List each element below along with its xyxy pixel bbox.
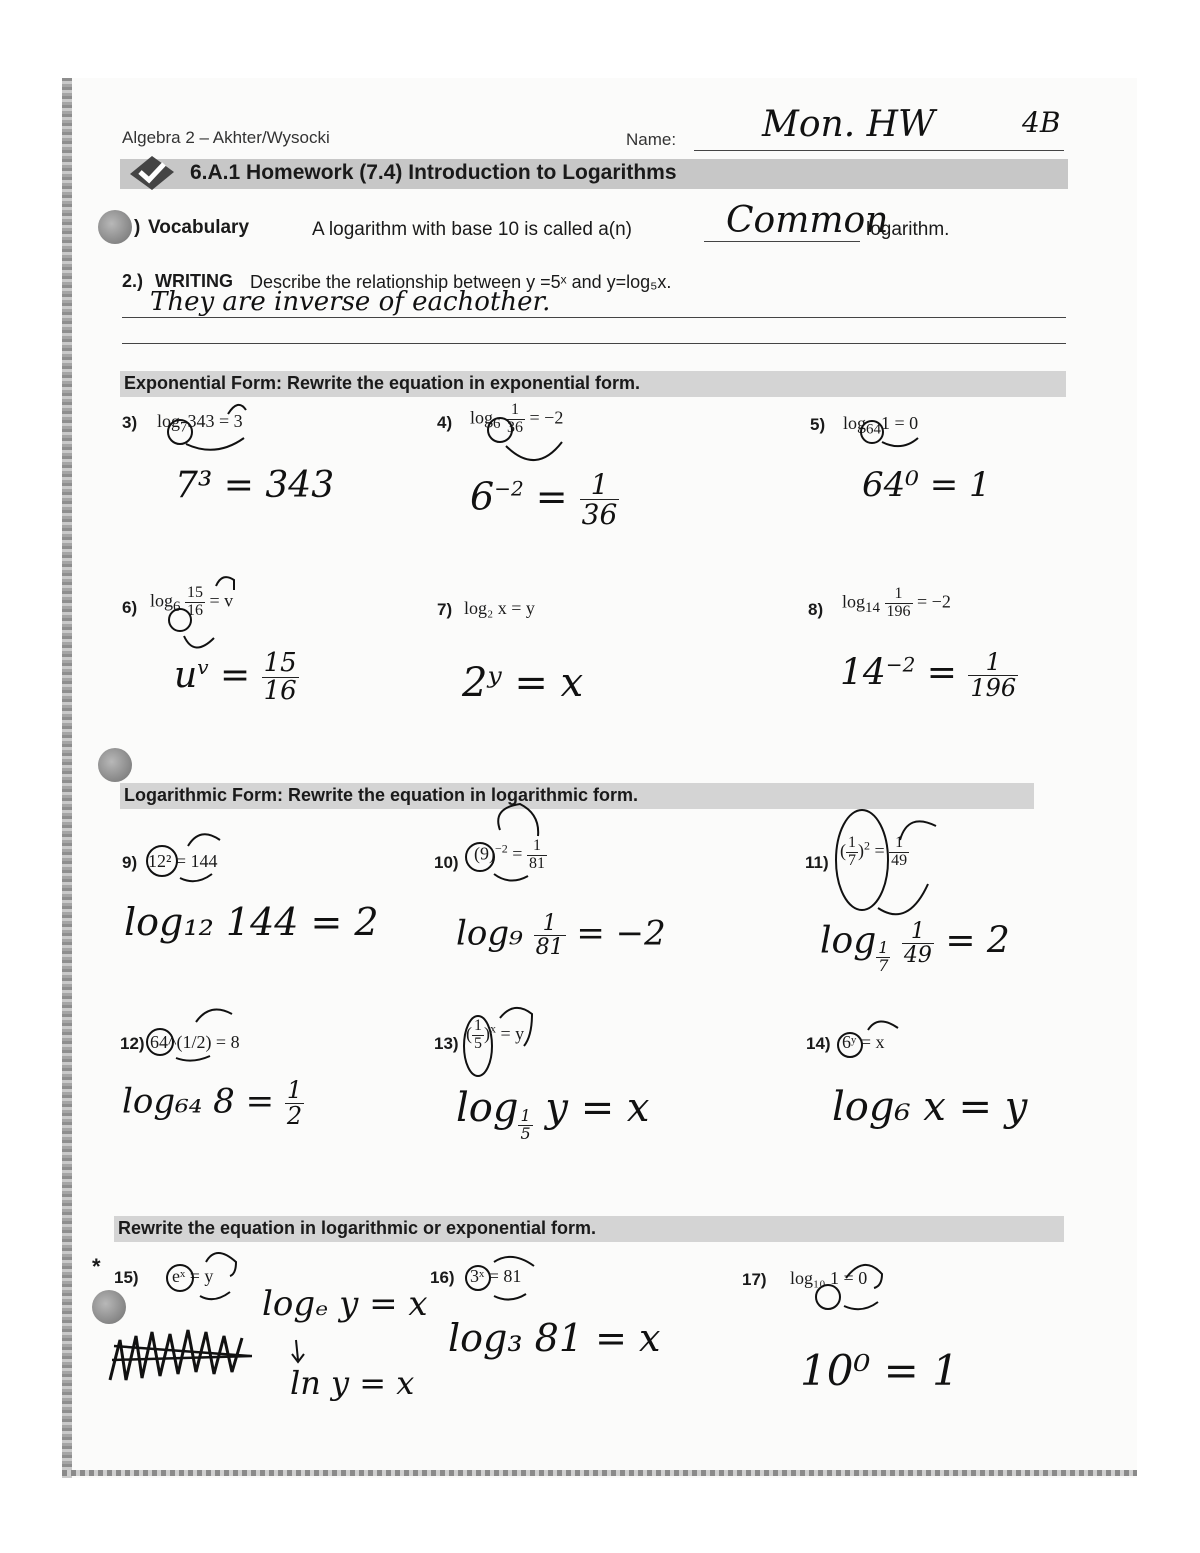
section-exp-heading: Exponential Form: Rewrite the equation in exponential form.	[124, 373, 641, 393]
item-10-answer: log₉ $\frac{1}{81}$ = −2	[456, 911, 666, 961]
item-12-answer: log₆₄ 8 = $\frac{1}{2}$	[122, 1076, 303, 1131]
q2-line-1	[122, 317, 1066, 318]
item-10-expression: $(9)^{-2}$ = $\frac{1}{81}$	[474, 837, 545, 872]
item-11-answer: log $\frac{1}{7}$ $\frac{1}{49}$ = 2	[820, 919, 1010, 975]
item-4-number: 4)	[437, 413, 453, 432]
item-5-number: 5)	[810, 415, 826, 434]
section-mixed-bar	[114, 1216, 1064, 1242]
item-13-answer: log $\frac{1}{5}$ y = x	[456, 1085, 650, 1143]
section-log-bar	[120, 783, 1034, 809]
q1-text-before: A logarithm with base 10 is called a(n)	[312, 219, 632, 240]
item-4-answer: $6^{-2}$ = $\frac{1}{36}$	[470, 468, 618, 532]
punch-hole-2	[98, 748, 132, 782]
item-4-expression: $\log_6$ $\frac{1}{36}$ = −2	[470, 401, 564, 436]
item-17-expression: log₁₀ 1 = 0	[790, 1268, 868, 1288]
item-11-number: 11)	[805, 853, 829, 872]
item-6-expression: $\log_6$ $\frac{15}{16}$ = v	[150, 584, 234, 619]
item-12-expression: 64^(1/2) = 8	[150, 1032, 240, 1052]
item-17-answer: 10⁰ = 1	[800, 1346, 959, 1395]
item-5-expression: $\log_{64}1 = 0$	[843, 413, 919, 438]
item-15-answer-ln: ln y = x	[290, 1364, 415, 1402]
q2-label: WRITING	[155, 271, 233, 291]
page-title: 6.A.1 Homework (7.4) Introduction to Logarithms	[190, 161, 677, 184]
q1-text-after: logarithm.	[866, 219, 950, 240]
item-16-number: 16)	[430, 1268, 455, 1287]
item-3-number: 3)	[122, 413, 138, 432]
item-13-number: 13)	[434, 1034, 459, 1053]
item-7-number: 7)	[437, 600, 453, 619]
item-15-number: 15)	[114, 1268, 139, 1287]
item-8-answer: $14^{-2}$ = $\frac{1}{196}$	[840, 648, 1017, 703]
item-9-answer: log₁₂ 144 = 2	[124, 900, 379, 944]
item-13-expression: ( $\frac{1}{5}$ )$^x$ = y	[466, 1017, 525, 1052]
q2-number: 2.)	[122, 271, 144, 291]
item-3-answer: 7³ = 343	[175, 465, 335, 506]
item-7-answer: 2ʸ = x	[462, 660, 584, 706]
item-9-number: 9)	[122, 853, 138, 872]
q2-prompt: Describe the relationship between y =5ˣ and y=log₅x.	[250, 272, 672, 292]
q2-line-2	[122, 343, 1066, 344]
punch-hole-3	[92, 1290, 126, 1324]
item-6-answer: $u^v$ = $\frac{15}{16}$	[174, 648, 297, 707]
q1-number: )	[134, 217, 141, 238]
course-label: Algebra 2 – Akhter/Wysocki	[122, 128, 330, 147]
name-line	[694, 150, 1064, 151]
section-mixed-heading: Rewrite the equation in logarithmic or exponential form.	[118, 1218, 597, 1238]
q1-answer-line	[704, 241, 860, 242]
name-handwritten: Mon. HW	[762, 104, 936, 145]
q2-answer: They are inverse of eachother.	[150, 287, 551, 317]
item-9-expression: 12² = 144	[148, 851, 218, 871]
section-log-heading: Logarithmic Form: Rewrite the equation in logarithmic form.	[124, 785, 639, 805]
item-5-answer: 64⁰ = 1	[862, 465, 991, 505]
item-17-number: 17)	[742, 1270, 767, 1289]
punch-hole-1	[98, 210, 132, 244]
item-11-expression: ( $\frac{1}{7}$ )$^2$ = $\frac{1}{49}$	[840, 834, 908, 869]
star-mark: *	[92, 1254, 101, 1279]
item-16-answer: log₃ 81 = x	[448, 1316, 661, 1360]
item-15-expression: eˣ = y	[172, 1266, 214, 1286]
item-6-number: 6)	[122, 598, 138, 617]
item-15-answer: logₑ y = x	[262, 1284, 428, 1324]
item-7-expression: log₂ x = y	[464, 598, 535, 618]
item-14-answer: log₆ x = y	[832, 1084, 1028, 1130]
item-12-number: 12)	[120, 1034, 145, 1053]
item-8-expression: $\log_{14}$ $\frac{1}{196}$ = −2	[842, 585, 951, 620]
section-exp-bar	[120, 371, 1066, 397]
item-3-expression: $\log_7343 = 3$	[157, 411, 243, 436]
name-label: Name:	[626, 130, 677, 149]
q1-answer: Common	[726, 200, 889, 241]
item-8-number: 8)	[808, 600, 824, 619]
item-16-expression: 3ˣ = 81	[470, 1266, 522, 1286]
paper-bottom-edge	[62, 1470, 1137, 1476]
item-14-number: 14)	[806, 1034, 831, 1053]
q1-label: Vocabulary	[148, 217, 250, 238]
period-handwritten: 4B	[1022, 106, 1061, 139]
checkmark-icon	[128, 152, 176, 192]
item-14-expression: 6ʸ = x	[842, 1032, 885, 1052]
paper-left-edge	[62, 78, 72, 1478]
item-10-number: 10)	[434, 853, 459, 872]
